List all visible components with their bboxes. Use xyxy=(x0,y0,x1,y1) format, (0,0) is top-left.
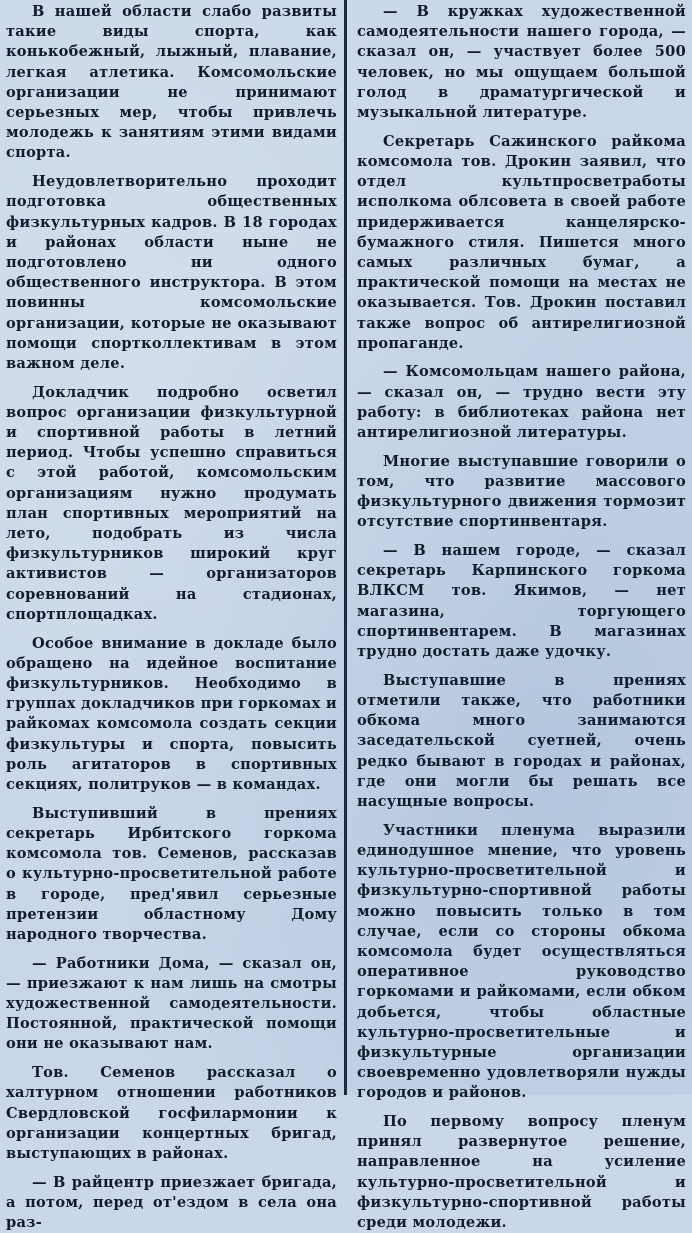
paragraph: Неудовлетворительно проходит подготовка общественных физкультурных кадров. В 18 городах и районах области ныне не подготовлено ни одного общественного инструктора. В этом повинны комсомольские организации, которые не оказывают помощи спортколлективам в этом важном деле. xyxy=(6,173,337,372)
paragraph: Особое внимание в докладе было обращено на идейное воспитание физкультурников. Необходимо в группах докладчиков при горкомах и райкомах комсомола создать секции физкультуры и спорта, повысить роль агитаторов в спортивных секциях, политруков — в командах. xyxy=(6,634,337,794)
paragraph: Докладчик подробно осветил вопрос организации физкультурной и спортивной работы в летний период. Чтобы успешно справиться с этой работой, комсомольским организациям нужно продумать план спортивных мероприятий на лето, подобрать из числа физкультурников широкий круг активистов — организаторов соревнований на стадионах, спортплощадках. xyxy=(6,383,337,623)
paragraph: Выступивший в прениях секретарь Ирбитского горкома комсомола тов. Семенов, рассказав о культурно-просветительной работе в городе, пред'явил серьезные претензии областному Дому народного творчества. xyxy=(6,804,337,943)
paragraph: Участники пленума выразили единодушное мнение, что уровень культурно-просветительной и физкультурно-спортивной работы можно повысить только в том случае, если со стороны обкома комсомола будет осуществляться оперативное руководство горкомами и райкомами, если обком добьется, чтобы областные культурно-просветительные и физкультурные организации своевременно удовлетворяли нужды городов и районов. xyxy=(357,821,686,1102)
column-divider xyxy=(344,0,347,1095)
paragraph: — В нашем городе, — сказал секретарь Карпинского горкома ВЛКСМ тов. Якимов, — нет магазина, торгующего спортинвентарем. В магазинах трудно достать даже удочку. xyxy=(357,542,686,661)
paragraph: Секретарь Сажинского райкома комсомола тов. Дрокин заявил, что отдел культпросветработы исполкома облсовета в своей работе придерживается канцелярско-бумажного стиля. Пишется много самых различных бумаг, а практической помощи на местах не оказывается. Тов. Дрокин поставил также вопрос об антирелигиозной пропаганде. xyxy=(357,132,686,352)
paragraph: — В кружках художественной самодеятельности нашего города, — сказал он, — участвует более 500 человек, но мы ощущаем большой голод в драматургической и музыкальной литературе. xyxy=(357,3,686,122)
right-column xyxy=(353,2,688,1232)
paragraph: — В райцентр приезжает бригада, а потом, перед от'ездом в села она раз- xyxy=(6,1173,337,1232)
paragraph: В нашей области слабо развиты такие виды спорта, как конькобежный, лыжный, плавание, легкая атлетика. Комсомольские организации не принимают серьезных мер, чтобы привлечь молодежь к занятиям этими видами спорта. xyxy=(6,3,337,162)
paragraph: — Комсомольцам нашего района, — сказал он, — трудно вести эту работу: в библиотеках района нет антирелигиозной литературы. xyxy=(357,363,686,442)
paragraph: Многие выступавшие говорили о том, что развитие массового физкультурного движения тормозит отсутствие спортинвентаря. xyxy=(357,452,686,531)
left-column xyxy=(4,2,341,1232)
paragraph: Выступавшие в прениях отметили также, что работники обкома много занимаются заседательской суетней, очень редко бывают в городах и районах, где они могли бы решать все насущные вопросы. xyxy=(357,671,686,811)
paragraph: — Работники Дома, — сказал он, — приезжают к нам лишь на смотры художественной самодеятельности. Постоянной, практической помощи они не оказывают нам. xyxy=(6,954,337,1053)
paragraph: Тов. Семенов рассказал о халтурном отношении работников Свердловской госфилармонии к организации концертных бригад, выступающих в районах. xyxy=(6,1064,337,1162)
paragraph: По первому вопросу пленум принял развернутое решение, направленное на усиление культурно-просветительной и физкультурно-спортивной работы среди молодежи. xyxy=(357,1113,686,1232)
